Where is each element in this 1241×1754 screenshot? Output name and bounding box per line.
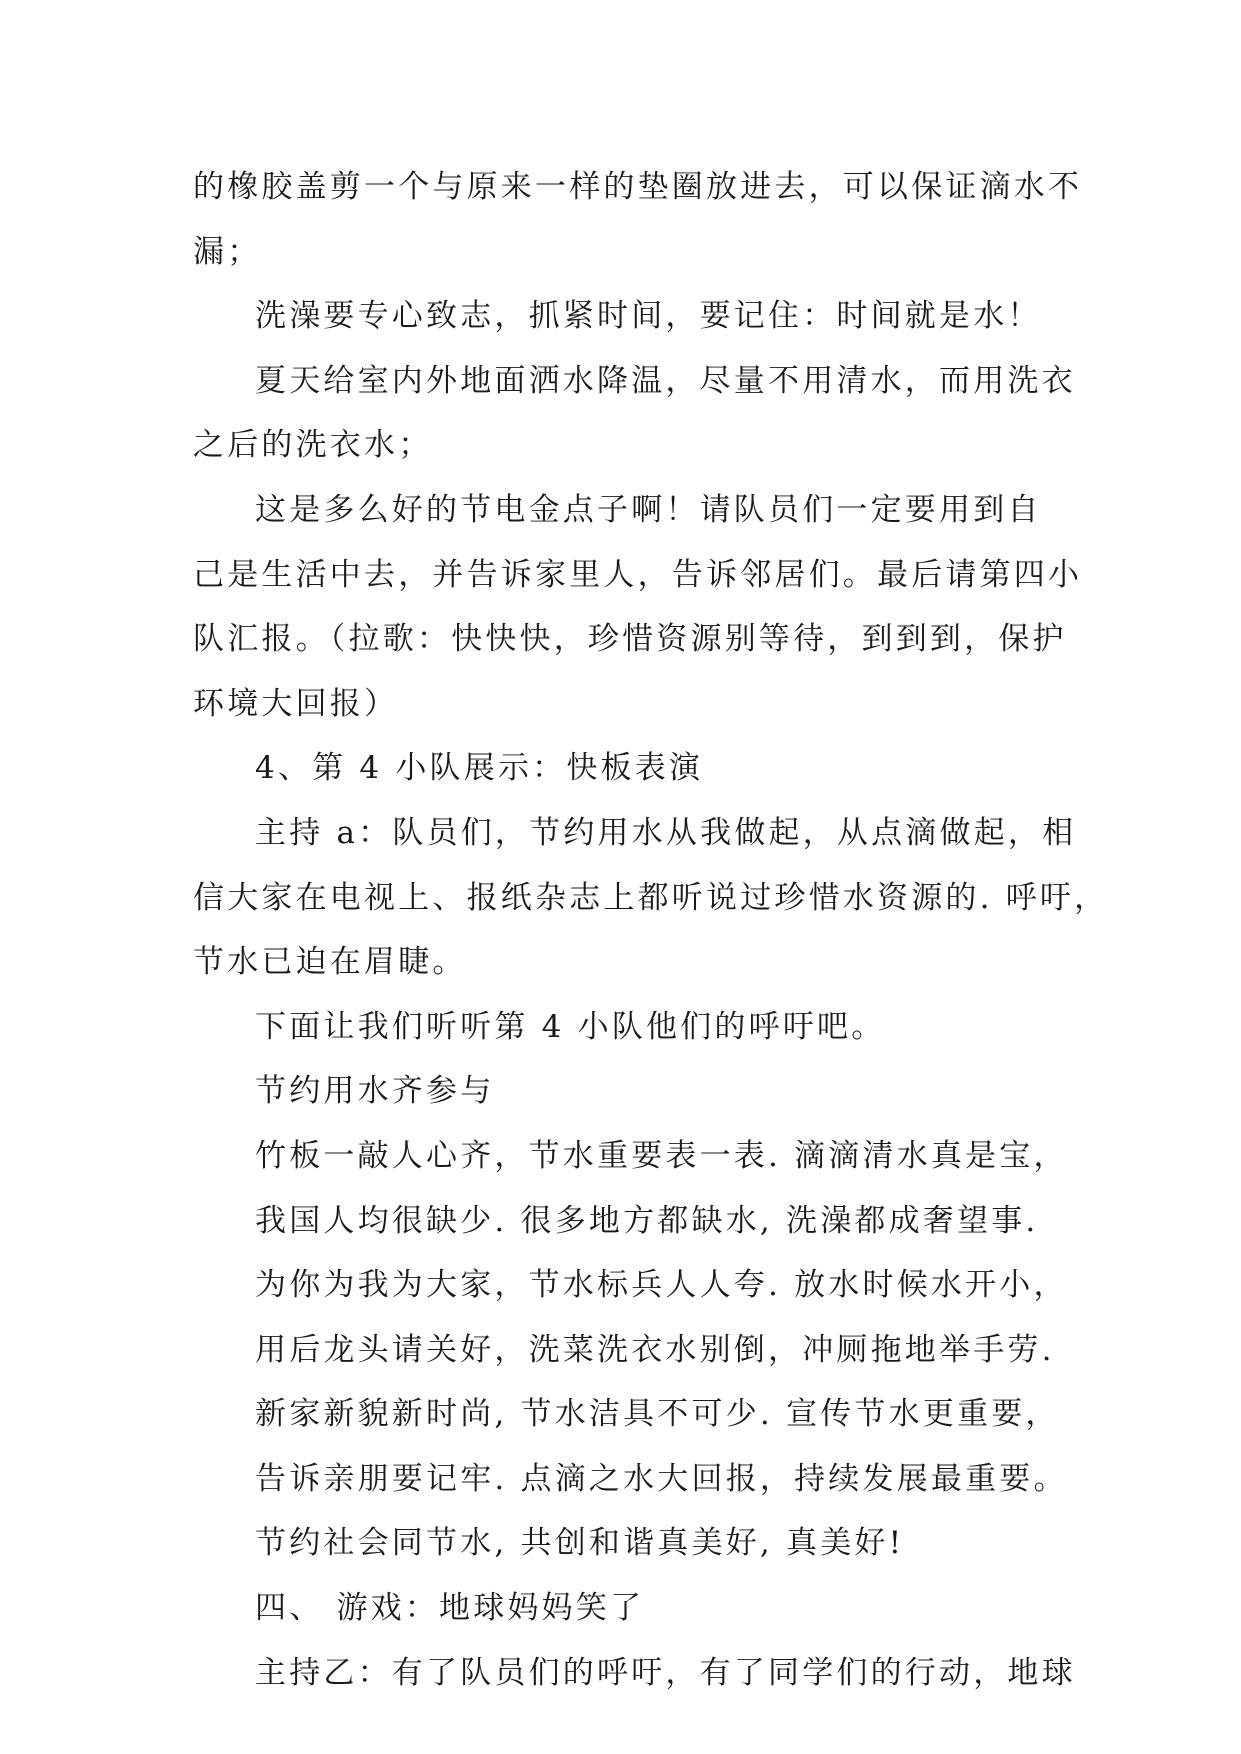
- text-line: 下面让我们听听第 4 小队他们的呼吁吧。: [255, 1008, 886, 1045]
- text-line: 竹板一敲人心齐，节水重要表一表. 滴滴清水真是宝，: [255, 1137, 1068, 1174]
- text-line: 洗澡要专心致志，抓紧时间，要记住：时间就是水！: [255, 298, 1042, 335]
- text-line: 这是多么好的节电金点子啊！请队员们一定要用到自: [255, 491, 1042, 528]
- body-text: [193, 155, 1109, 1705]
- text-line: 节约用水齐参与: [255, 1073, 495, 1110]
- text-line: 节水已迫在眉睫。: [193, 944, 467, 981]
- text-line: 四、 游戏：地球妈妈笑了: [255, 1590, 645, 1627]
- text-line: 告诉亲朋要记牢. 点滴之水大回报，持续发展最重要。: [255, 1460, 1068, 1497]
- text-line: 队汇报。（拉歌：快快快，珍惜资源别等待，到到到，保护: [193, 621, 1067, 658]
- text-line: 环境大回报）: [193, 685, 399, 722]
- text-line: 之后的洗衣水；: [193, 427, 433, 464]
- text-line: 主持乙：有了队员们的呼吁，有了同学们的行动，地球: [255, 1654, 1076, 1691]
- text-line: 我国人均很缺少. 很多地方都缺水, 洗澡都成奢望事.: [255, 1202, 1039, 1239]
- text-line: 主持 a：队员们，节约用水从我做起，从点滴做起，相: [255, 814, 1077, 851]
- text-line: 4、第 4 小队展示：快板表演: [255, 750, 704, 787]
- text-line: 用后龙头请关好，洗菜洗衣水别倒，冲厕拖地举手劳.: [255, 1331, 1055, 1368]
- text-line: 信大家在电视上、报纸杂志上都听说过珍惜水资源的. 呼吁，: [193, 879, 1109, 916]
- text-line: 漏；: [193, 233, 262, 270]
- text-line: 为你为我为大家，节水标兵人人夸. 放水时候水开小，: [255, 1267, 1068, 1304]
- text-line: 己是生活中去，并告诉家里人，告诉邻居们。最后请第四小: [193, 556, 1083, 593]
- text-line: 节约社会同节水, 共创和谐真美好, 真美好!: [255, 1525, 905, 1562]
- text-line: 夏天给室内外地面洒水降温，尽量不用清水，而用洗衣: [255, 362, 1076, 399]
- text-line: 新家新貌新时尚, 节水洁具不可少. 宣传节水更重要，: [255, 1396, 1060, 1433]
- text-line: 的橡胶盖剪一个与原来一样的垫圈放进去，可以保证滴水不: [193, 169, 1083, 205]
